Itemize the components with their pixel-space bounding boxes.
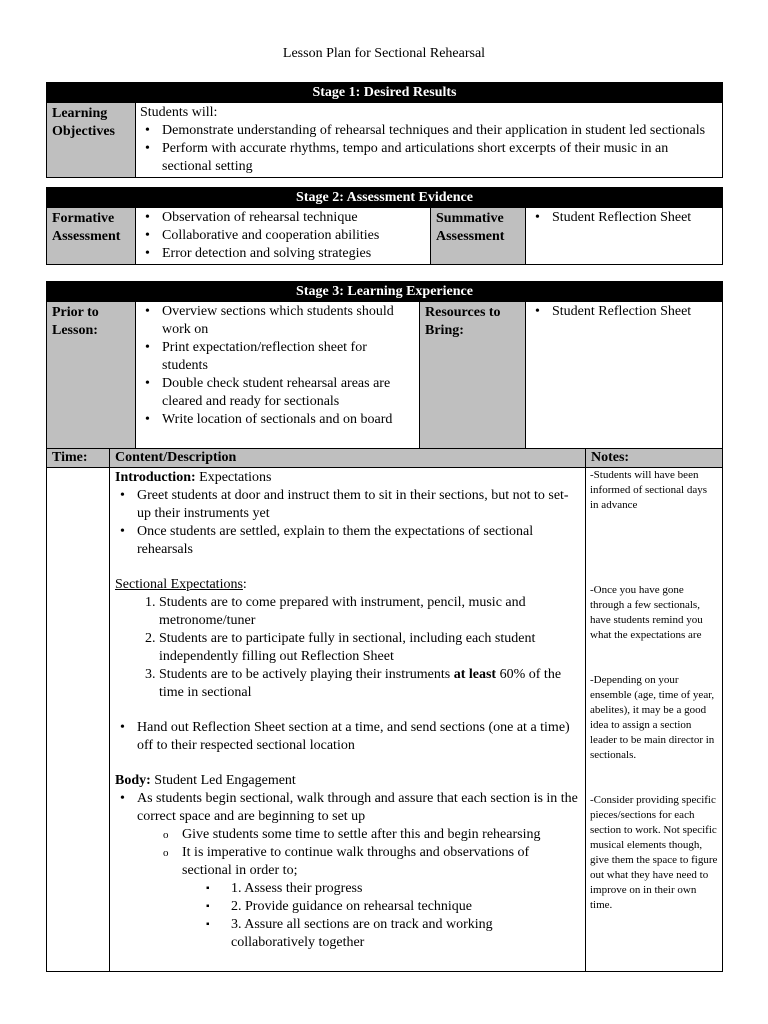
body-heading: Body: Student Led Engagement — [115, 773, 296, 788]
handout-item: • Hand out Reflection Sheet section at a time, and send sections (one at a time) off to their respected sectional location — [137, 719, 580, 755]
note-item: -Students will have been informed of sectional days in advance — [590, 469, 707, 511]
prior-item: • Write location of sectionals and on board — [162, 411, 415, 429]
time-cell — [47, 468, 110, 972]
summative-assessment-label: Summative Assessment — [431, 208, 526, 265]
stage2-table — [46, 187, 723, 265]
stage3-table — [46, 281, 723, 972]
note-item: -Once you have gone through a few sectionals, have students remind you what the expectations are — [590, 584, 703, 641]
body-subsubitem: ▪ 2. Provide guidance on rehearsal technique — [231, 898, 580, 916]
objective-item: • Perform with accurate rhythms, tempo and articulations short excerpts of their music in an sectional setting — [162, 140, 718, 176]
time-column-header: Time: — [47, 449, 110, 468]
prior-item: • Print expectation/reflection sheet for students — [162, 339, 415, 375]
stage2-header: Stage 2: Assessment Evidence — [47, 188, 723, 208]
stage1-header: Stage 1: Desired Results — [47, 83, 723, 103]
summative-assessment-content — [526, 208, 723, 265]
body-item: • As students begin sectional, walk through and assure that each section is in the correct space and are beginning to set up — [137, 790, 580, 826]
summative-item: • Student Reflection Sheet — [552, 209, 718, 227]
formative-assessment-content — [136, 208, 431, 265]
expectation-item: 3. Students are to be actively playing their instruments at least 60% of the time in sectional — [159, 666, 580, 702]
prior-item: • Double check student rehearsal areas are cleared and ready for sectionals — [162, 375, 415, 411]
notes-cell — [586, 468, 723, 972]
formative-item: • Collaborative and cooperation abilities — [162, 227, 426, 245]
learning-objectives-label: Learning Objectives — [47, 103, 136, 178]
resources-content — [526, 302, 723, 449]
prior-to-lesson-content — [136, 302, 420, 449]
introduction-heading: Introduction: Expectations — [115, 470, 272, 485]
prior-to-lesson-label: Prior to Lesson: — [47, 302, 136, 449]
body-subsubitem: ▪ 3. Assure all sections are on track and working collaboratively together — [231, 916, 580, 952]
stage1-table — [46, 82, 723, 178]
body-subitem: o Give students some time to settle after this and begin rehearsing — [182, 826, 580, 844]
formative-item: • Observation of rehearsal technique — [162, 209, 426, 227]
page-title: Lesson Plan for Sectional Rehearsal — [282, 46, 486, 61]
stage3-header: Stage 3: Learning Experience — [47, 282, 723, 302]
body-subsubitem: ▪ 1. Assess their progress — [231, 880, 580, 898]
expectation-item: 1. Students are to come prepared with instrument, pencil, music and metronome/tuner — [159, 594, 580, 630]
intro-item: • Greet students at door and instruct them to sit in their sections, but not to set-up their instruments yet — [137, 487, 580, 523]
sectional-expectations-heading: Sectional Expectations: — [115, 577, 247, 592]
resource-item: • Student Reflection Sheet — [552, 303, 718, 321]
note-item: -Consider providing specific pieces/sections for each section to work. Not specific musical elements though, give them the space to figure out what they have need to improve on in their own time. — [590, 794, 718, 911]
content-column-header: Content/Description — [110, 449, 586, 468]
content-description-cell — [110, 468, 586, 972]
expectation-item: 2. Students are to participate fully in sectional, including each student independently filling out Reflection Sheet — [159, 630, 580, 666]
objective-item: • Demonstrate understanding of rehearsal techniques and their application in student led sectionals — [162, 122, 718, 140]
objectives-intro: Students will: — [140, 105, 218, 120]
body-subitem: o It is imperative to continue walk throughs and observations of sectional in order to; — [182, 844, 580, 880]
formative-item: • Error detection and solving strategies — [162, 245, 426, 263]
resources-label: Resources to Bring: — [420, 302, 526, 449]
formative-assessment-label: Formative Assessment — [47, 208, 136, 265]
learning-objectives-content — [136, 103, 723, 178]
prior-item: • Overview sections which students should work on — [162, 303, 415, 339]
note-item: -Depending on your ensemble (age, time of year, abelites), it may be a good idea to assign a section leader to be main director in sectionals. — [590, 674, 715, 761]
notes-column-header: Notes: — [586, 449, 723, 468]
intro-item: • Once students are settled, explain to them the expectations of sectional rehearsals — [137, 523, 580, 559]
